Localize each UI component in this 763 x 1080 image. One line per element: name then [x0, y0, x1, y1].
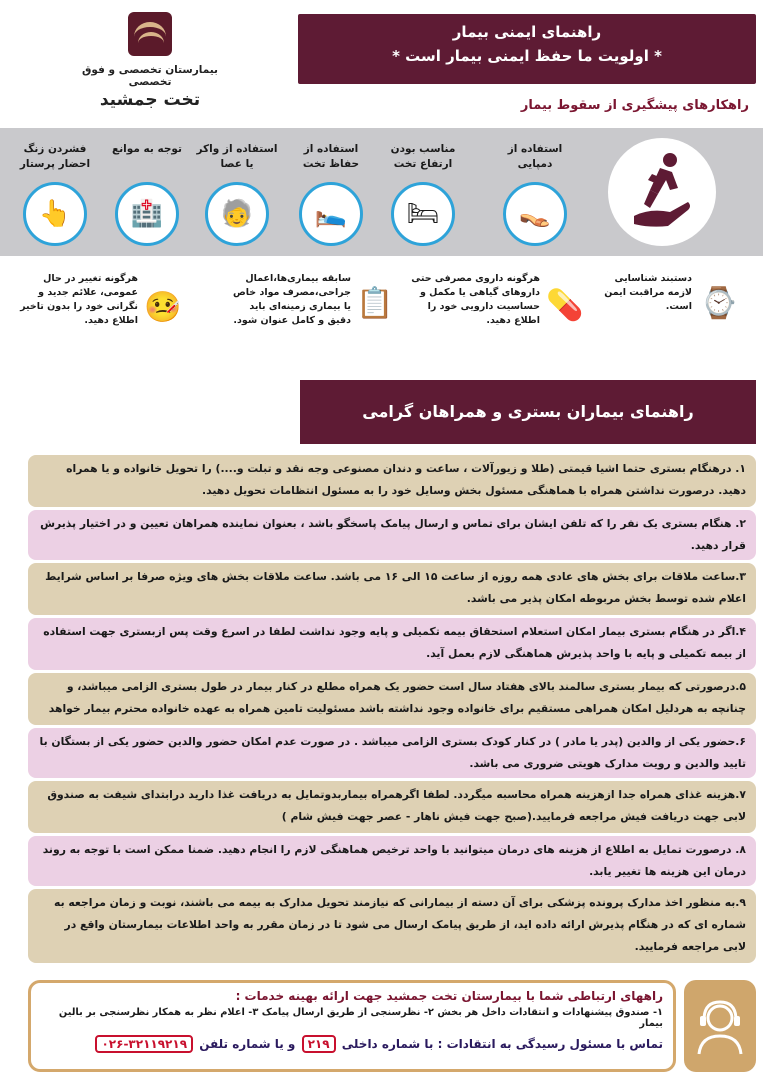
prevention-label: استفاده از واکر یا عصا — [196, 143, 278, 170]
hospital-subtitle: بیمارستان تخصصی و فوق تخصصی — [82, 64, 218, 88]
clipboard-icon: 📋 — [356, 285, 394, 321]
rule-item-5: ۵.درصورتی که بیمار بستری سالمند بالای هفتاد سال است حضور یک همراه مطلع در کنار بیمار در طول بستری الزامی میباشد، و چنانچه به هردلیل امکان همراهی مستقیم برای خانواده وجود نداشته باشد مسئولیت تامین همراه به عهده خانواده محترم بیمار خواهد — [28, 673, 756, 725]
note-history: سابقه بیماری‌ها،اعمال جراحی،مصرف مواد خاص یا بیماری زمینه‌ای باید دقیق و کامل عنوان شود. — [232, 273, 351, 326]
pills-icon: 💊 — [546, 287, 584, 323]
logo-mark-icon — [128, 12, 172, 56]
contact-channels: ۱- صندوق پیشنهادات و انتقادات داخل هر بخش ۲- نظرسنجی از طریق ارسال پیامک ۳- اعلام نظر به همکار نظرسنجی بر بالین بیمار — [58, 1007, 663, 1029]
hospital-name: تخت جمشید — [99, 90, 201, 110]
falls-prevention-title: راهکارهای پیشگیری از سقوط بیمار — [520, 98, 749, 113]
contact-box — [28, 980, 676, 1072]
rule-item-8: ۸. درصورت تمایل به اطلاع از هزینه های درمان میتوانید با واحد ترخیص هماهنگی لازم را انجام دهید. ضمنا ممکن است با توجه به روند درمان این هزینه ها تغییر یابد. — [28, 836, 756, 886]
slippers-icon: 👡 — [503, 182, 567, 246]
title-band — [298, 14, 756, 84]
phone-number[interactable]: ۰۲۶-۳۲۱۱۹۲۱۹ — [95, 1035, 193, 1053]
prevention-item-walker — [196, 142, 278, 246]
prevention-item-slippers — [494, 142, 576, 246]
wristband-icon: ⌚ — [700, 285, 738, 321]
rule-item-7: ۷.هزینه غذای همراه جدا ازهزینه همراه محاسبه میگردد. لطفا اگرهمراه بیماربدوتمایل به دریافت غذا دارید درابتدای شیفت به صندوق لابی جهت دریافت فیش مراجعه فرمایید.(صبح جهت فیش ناهار - عصر جهت فیش شام ) — [28, 781, 756, 833]
contact-phone-line — [41, 1035, 663, 1053]
rule-item-1: ۱. درهنگام بستری حتما اشیا قیمتی (طلا و زیورآلات ، ساعت و دندان مصنوعی وجه نقد و تبلت و....) را تحویل خانواده و یا همراه دهید. درصورت نداشتن همراه با هماهنگی مسئول بخش وسایل خود را به مسئول انتظامات تحویل دهید. — [28, 455, 756, 507]
hospital-logo — [60, 12, 240, 112]
note-change: هرگونه تغییر در حال عمومی، علائم جدید و نگرانی خود را بدون تاخیر اطلاع دهید. — [20, 273, 138, 326]
prevention-label: توجه به موانع — [112, 143, 182, 155]
bed-height-icon: 🛏 — [391, 182, 455, 246]
falling-person-icon — [630, 150, 694, 234]
prevention-label: استفاده از دمپایی — [507, 143, 563, 170]
extension-number[interactable]: ۲۱۹ — [302, 1035, 336, 1053]
bed-rail-icon: 🛌 — [299, 182, 363, 246]
rule-item-2: ۲. هنگام بستری یک نفر را که تلفن ایشان برای تماس و ارسال پیامک پاسخگو باشد ، بعنوان نماینده همراهان تعیین و در اختیار پذیرش قرار دهید. — [28, 510, 756, 560]
rule-item-9: ۹.به منظور اخذ مدارک پرونده پزشکی برای آن دسته از بیمارانی که نیازمند تحویل مدارک به بیمه می باشند، نوبت و زمان مراجعه به شماره ای که در هنگام پذیرش ارائه داده اید، از طریق پیامک ارسال می شود تا در زمان مقرر به واحد اطلاعات بیمارستان واقع در لابی مراجعه فرمایید. — [28, 889, 756, 963]
rule-item-3: ۳.ساعت ملاقات برای بخش های عادی همه روزه از ساعت ۱۵ الی ۱۶ می باشد. ساعت ملاقات بخش های ویژه صرفا بر اساس شرایط اعلام شده توسط بخش مربوطه امکان پذیر می باشد. — [28, 563, 756, 615]
prevention-item-bed-rail — [290, 142, 372, 246]
prevention-label: فشردن زنگ احضار پرستار — [19, 143, 91, 170]
note-drugs: هرگونه داروی مصرفی حتی داروهای گیاهی یا مکمل و حساسیت دارویی خود را اطلاع دهید. — [411, 273, 540, 326]
prevention-label: مناسب بودن ارتفاع تخت — [390, 143, 456, 170]
rule-item-6: ۶.حضور یکی از والدین (پدر یا مادر ) در کنار کودک بستری الزامی میباشد . در صورت عدم امکان حضور والدین حضور یکی از بستگان با تایید والدین و رویت مدارک هویتی ضروری می باشد. — [28, 728, 756, 778]
prevention-item-obstacles — [106, 142, 188, 246]
obstacles-icon: 🏥 — [115, 182, 179, 246]
prevention-label: استفاده از حفاظ تخت — [302, 143, 360, 170]
page-slogan: * اولویت ما حفظ ایمنی بیمار است * — [392, 47, 662, 65]
call-bell-icon: 👆 — [23, 182, 87, 246]
support-agent-icon — [684, 980, 756, 1072]
walker-icon: 🧓 — [205, 182, 269, 246]
contact-title: راههای ارتباطی شما با بیمارستان تخت جمشید جهت ارائه بهینه خدمات : — [235, 989, 663, 1003]
prevention-item-call-bell — [14, 142, 96, 246]
page-title: راهنمای ایمنی بیمار — [452, 23, 602, 41]
note-wristband: دستبند شناسایی لازمه مراقبت ایمن است. — [604, 273, 692, 312]
sick-person-icon: 🤒 — [144, 289, 182, 325]
phone-prefix: تماس با مسئول رسیدگی به انتقادات : با شماره داخلی — [341, 1037, 663, 1051]
prevention-item-bed-height — [382, 142, 464, 246]
rule-item-4: ۴.اگر در هنگام بستری بیمار امکان استعلام استحقاق بیمه تکمیلی و پایه وجود نداشت لطفا در اسرع وقت پس ازبستری جهت استفاده از بیمه تکمیلی و پایه با واحد پذیرش هماهنگی لازم بعمل آید. — [28, 618, 756, 670]
phone-mid: و یا شماره تلفن — [199, 1037, 296, 1051]
guide-title: راهنمای بیماران بستری و همراهان گرامی — [300, 380, 756, 444]
